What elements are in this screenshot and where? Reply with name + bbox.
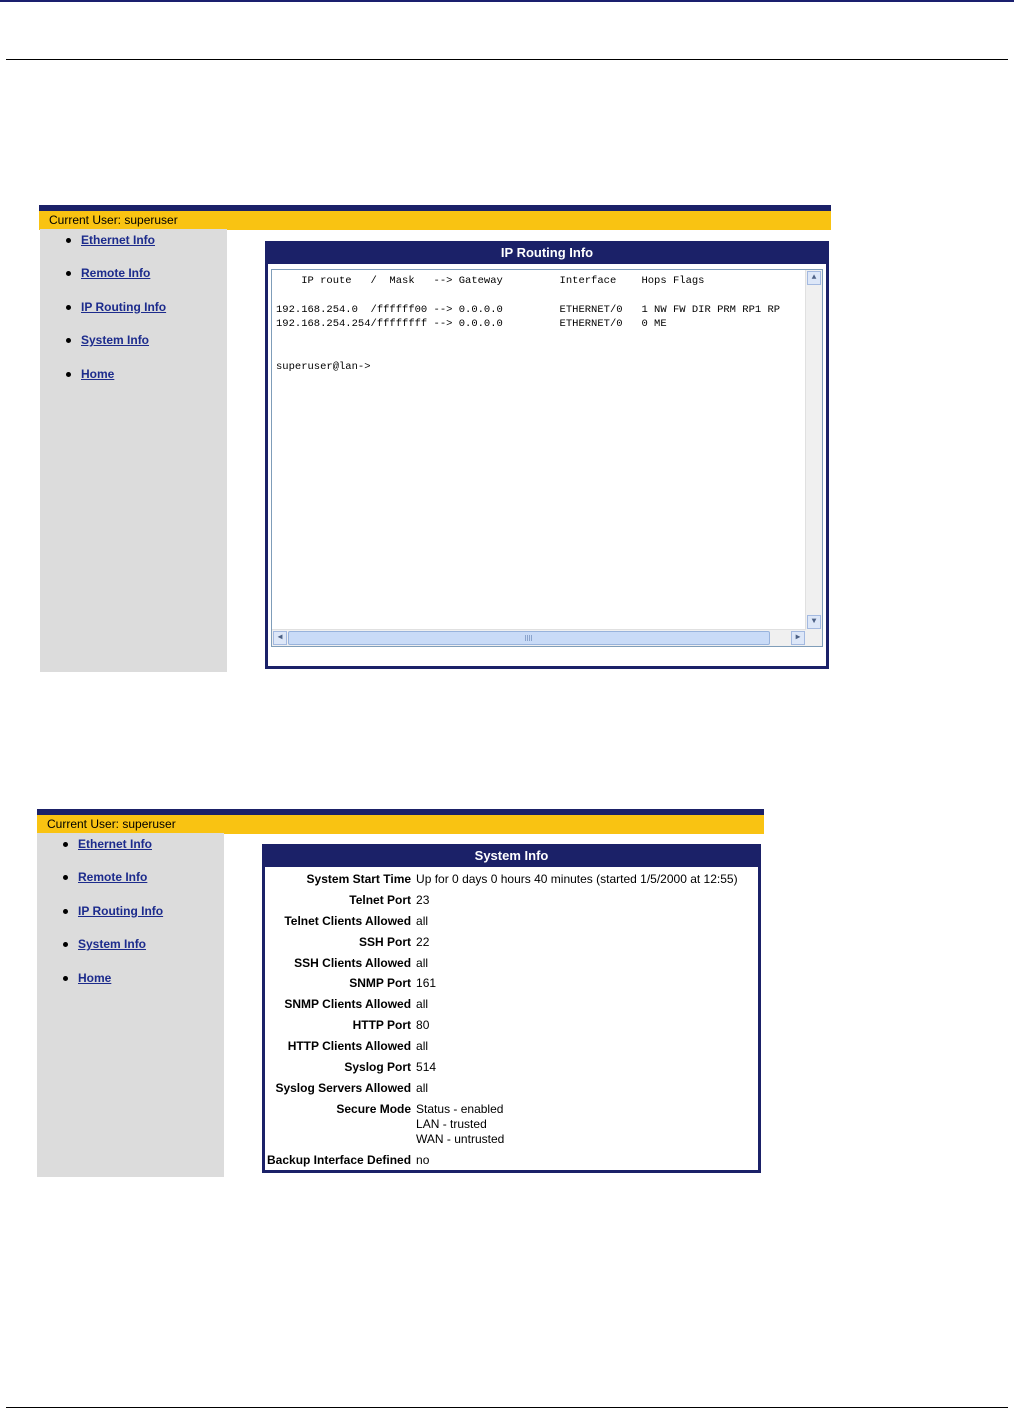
top-rule — [0, 0, 1014, 2]
routing-console[interactable] — [271, 269, 823, 647]
box-title: System Info — [265, 847, 758, 867]
secure-mode-wan: WAN - untrusted — [416, 1131, 505, 1146]
system-info-table — [267, 872, 738, 1174]
remote-info-link[interactable]: Remote Info — [81, 266, 151, 281]
arrow-down-icon[interactable]: ▼ — [807, 615, 821, 629]
header-rule — [6, 59, 1008, 60]
bullet-icon — [66, 338, 71, 343]
bullet-icon — [63, 909, 68, 914]
home-link[interactable]: Home — [81, 366, 115, 381]
sidebar-item-remote-info[interactable] — [40, 266, 227, 299]
table-row: Syslog Servers Allowed all — [275, 1080, 429, 1095]
sidebar-item-home[interactable] — [37, 971, 224, 1004]
table-row: Syslog Port 514 — [344, 1060, 437, 1075]
system-info-link[interactable]: System Info — [81, 333, 150, 348]
ethernet-info-link[interactable]: Ethernet Info — [81, 233, 155, 247]
sidebar-item-system-info[interactable] — [40, 333, 227, 366]
sidebar-nav — [37, 833, 224, 1177]
table-row: System Start Time Up for 0 days 0 hours 40 minutes (started 1/5/2000 at 12:55) — [306, 872, 738, 886]
grip-icon — [525, 635, 533, 641]
table-row: SSH Port 22 — [359, 934, 430, 949]
bullet-icon — [66, 372, 71, 377]
horizontal-scrollbar[interactable] — [272, 629, 806, 646]
ip-routing-info-link[interactable]: IP Routing Info — [81, 299, 167, 314]
box-title: IP Routing Info — [268, 244, 826, 264]
sidebar-item-ip-routing-info[interactable] — [37, 904, 224, 937]
sidebar-item-ethernet-info[interactable] — [37, 837, 224, 870]
arrow-up-icon[interactable]: ▲ — [807, 271, 821, 285]
scroll-thumb[interactable] — [288, 631, 770, 645]
table-row: Secure Mode Status - enabled LAN - trusted WAN - untrusted — [267, 1102, 738, 1153]
arrow-right-icon[interactable]: ▶ — [791, 631, 805, 645]
vertical-scrollbar[interactable] — [805, 270, 822, 630]
sidebar-nav — [40, 229, 227, 672]
system-info-panel — [37, 809, 764, 1177]
system-info-link[interactable]: System Info — [78, 937, 147, 952]
sidebar-item-remote-info[interactable] — [37, 870, 224, 903]
bullet-icon — [66, 305, 71, 310]
table-row: Telnet Clients Allowed all — [284, 913, 429, 928]
bullet-icon — [63, 976, 68, 981]
bullet-icon — [66, 271, 71, 276]
ip-routing-info-link[interactable]: IP Routing Info — [78, 903, 164, 918]
table-row: Backup Interface Defined no — [267, 1152, 430, 1167]
bullet-icon — [66, 238, 71, 243]
scroll-corner — [806, 630, 822, 646]
table-row: SNMP Port 161 — [349, 976, 437, 991]
console-output: IP route / Mask --> Gateway Interface Hops Flags 192.168.254.0 /ffffff00 --> 0.0.0.0 ETHERNET/0 1 NW FW DIR PRM RP1 RP 192.168.254.254/ffffffff --> 0.0.0.0 ETHERNET/0 0 ME superuser@lan-> — [276, 275, 781, 373]
current-user-bar: Current User: superuser — [37, 809, 764, 834]
table-row: SSH Clients Allowed all — [294, 955, 429, 970]
home-link[interactable]: Home — [78, 970, 112, 985]
sidebar-item-ethernet-info[interactable] — [40, 233, 227, 266]
bullet-icon — [63, 875, 68, 880]
ethernet-info-link[interactable]: Ethernet Info — [78, 837, 152, 851]
sidebar-item-home[interactable] — [40, 367, 227, 400]
sidebar-item-system-info[interactable] — [37, 937, 224, 970]
ip-routing-panel — [39, 205, 831, 672]
bullet-icon — [63, 942, 68, 947]
system-info-box — [262, 844, 761, 1173]
secure-mode-status: Status - enabled — [416, 1101, 504, 1116]
table-row: HTTP Port 80 — [352, 1018, 430, 1033]
sidebar-item-ip-routing-info[interactable] — [40, 300, 227, 333]
table-row: SNMP Clients Allowed all — [284, 997, 429, 1012]
ip-routing-box — [265, 241, 829, 669]
table-row: Telnet Port 23 — [349, 892, 430, 907]
secure-mode-lan: LAN - trusted — [416, 1116, 487, 1131]
arrow-left-icon[interactable]: ◀ — [273, 631, 287, 645]
bullet-icon — [63, 842, 68, 847]
current-user-bar: Current User: superuser — [39, 205, 831, 230]
table-row: HTTP Clients Allowed all — [287, 1039, 429, 1054]
remote-info-link[interactable]: Remote Info — [78, 870, 148, 885]
